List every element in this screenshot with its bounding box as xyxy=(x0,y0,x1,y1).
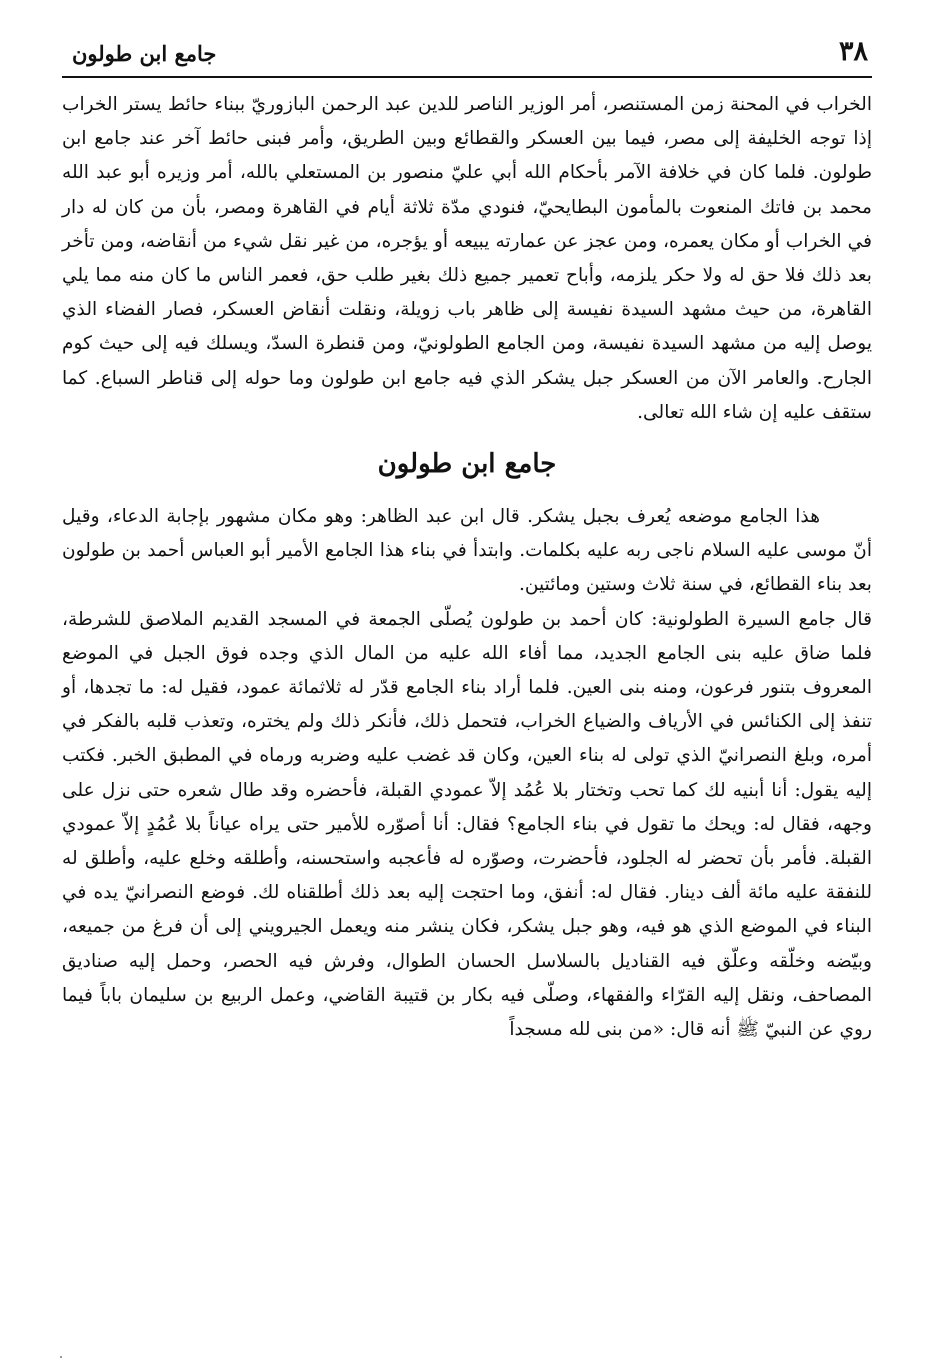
book-page xyxy=(62,30,872,1047)
paragraph-tulunid-biography: قال جامع السيرة الطولونية: كان أحمد بن طولون يُصلّى الجمعة في المسجد القديم الملاصق للشرطة، فلما ضاق عليه بنى الجامع الجديد، مما أفاء الله عليه من المال الذي وجده فوق الجبل في الموضع المعروف بتنور فرعون، ومنه بنى العين. فلما أراد بناء الجامع قدّر له ثلاثمائة عمود، فقيل له: ما تجدها، أو تنفذ إلى الكنائس في الأرياف والضياع الخراب، فتحمل ذلك، فأنكر ذلك ولم يختره، وتعذب قلبه بالفكر في أمره، وبلغ النصرانيّ الذي تولى له بناء العين، وكان قد غضب عليه وضربه ورماه في المطبق الخبر. فكتب إليه يقول: أنا أبنيه لك كما تحب وتختار بلا عُمُد إلاّ عمودي القبلة، فأحضره وقد طال شعره حتى نزل على وجهه، فقال له: ويحك ما تقول في بناء الجامع؟ فقال: أنا أصوّره للأمير حتى يراه عياناً بلا عُمُدٍ إلاّ عمودي القبلة. فأمر بأن تحضر له الجلود، فأحضرت، وصوّره له فأعجبه واستحسنه، وأطلقه وخلع عليه، وأطلق له للنفقة عليه مائة ألف دينار. فقال له: أنفق، وما احتجت إليه بعد ذلك أطلقناه لك. فوضع النصرانيّ يده في البناء في الموضع الذي هو فيه، وهو جبل يشكر، فكان ينشر منه ويعمل الجيرويني إلى أن فرغ من جميعه، وبيّضه وخلّقه وعلّق فيه القناديل بالسلاسل الحسان الطوال، وفرش فيه الحصر، وحمل إليه صناديق المصاحف، ونقل إليه القرّاء والفقهاء، وصلّى فيه بكار بن قتيبة القاضي، وعمل الربيع بن سليمان باباً فيما روي عن النبيّ ﷺ أنه قال: «من بنى لله مسجداً xyxy=(62,608,872,1041)
scan-speck xyxy=(60,1356,62,1358)
page-number: ٣٨ xyxy=(838,36,868,67)
paragraph-khirab: الخراب في المحنة زمن المستنصر، أمر الوزير الناصر للدين عبد الرحمن البازوريّ ببناء حائط يستر الخراب إذا توجه الخليفة إلى مصر، فيما بين العسكر والقطائع وبين الطريق، وأمر فبنى حائط آخر عند جامع ابن طولون. فلما كان في خلافة الآمر بأحكام الله أبي عليّ منصور بن المستعلي بالله، أمر وزيره أبو عبد الله محمد بن فاتك المنعوت بالمأمون البطايحيّ، فنودي مدّة ثلاثة أيام في القاهرة ومصر، بأن من كان له دار في الخراب أو مكان يعمره، ومن عجز عن عمارته يبيعه أو يؤجره، من غير نقل شيء من أنقاضه، ومن تأخر بعد ذلك فلا حق له ولا حكر يلزمه، وأباح تعمير جميع ذلك بغير طلب حق، فعمر الناس ما كان منه مما يلي القاهرة، من حيث مشهد السيدة نفيسة إلى ظاهر باب زويلة، ونقلت أنقاض العسكر، فصار الفضاء الذي يوصل إليه من مشهد السيدة نفيسة، ومن الجامع الطولونيّ، ومن قنطرة السدّ، ويسلك فيه إلى حيث كوم الجارح. والعامر الآن من العسكر جبل يشكر الذي فيه جامع ابن طولون وما حوله إلى قناطر السباع. كما ستقف عليه إن شاء الله تعالى. xyxy=(62,94,872,423)
running-title: جامع ابن طولون xyxy=(72,41,217,66)
page-header xyxy=(62,30,872,78)
paragraph-mosque-location: هذا الجامع موضعه يُعرف بجبل يشكر. قال ابن عبد الظاهر: وهو مكان مشهور بإجابة الدعاء، وقيل أنّ موسى عليه السلام ناجى ربه عليه بكلمات. وابتدأ في بناء هذا الجامع الأمير أبو العباس أحمد بن طولون بعد بناء القطائع، في سنة ثلاث وستين ومائتين. xyxy=(62,506,872,596)
body-text xyxy=(62,88,872,1047)
section-heading: جامع ابن طولون xyxy=(377,449,557,480)
